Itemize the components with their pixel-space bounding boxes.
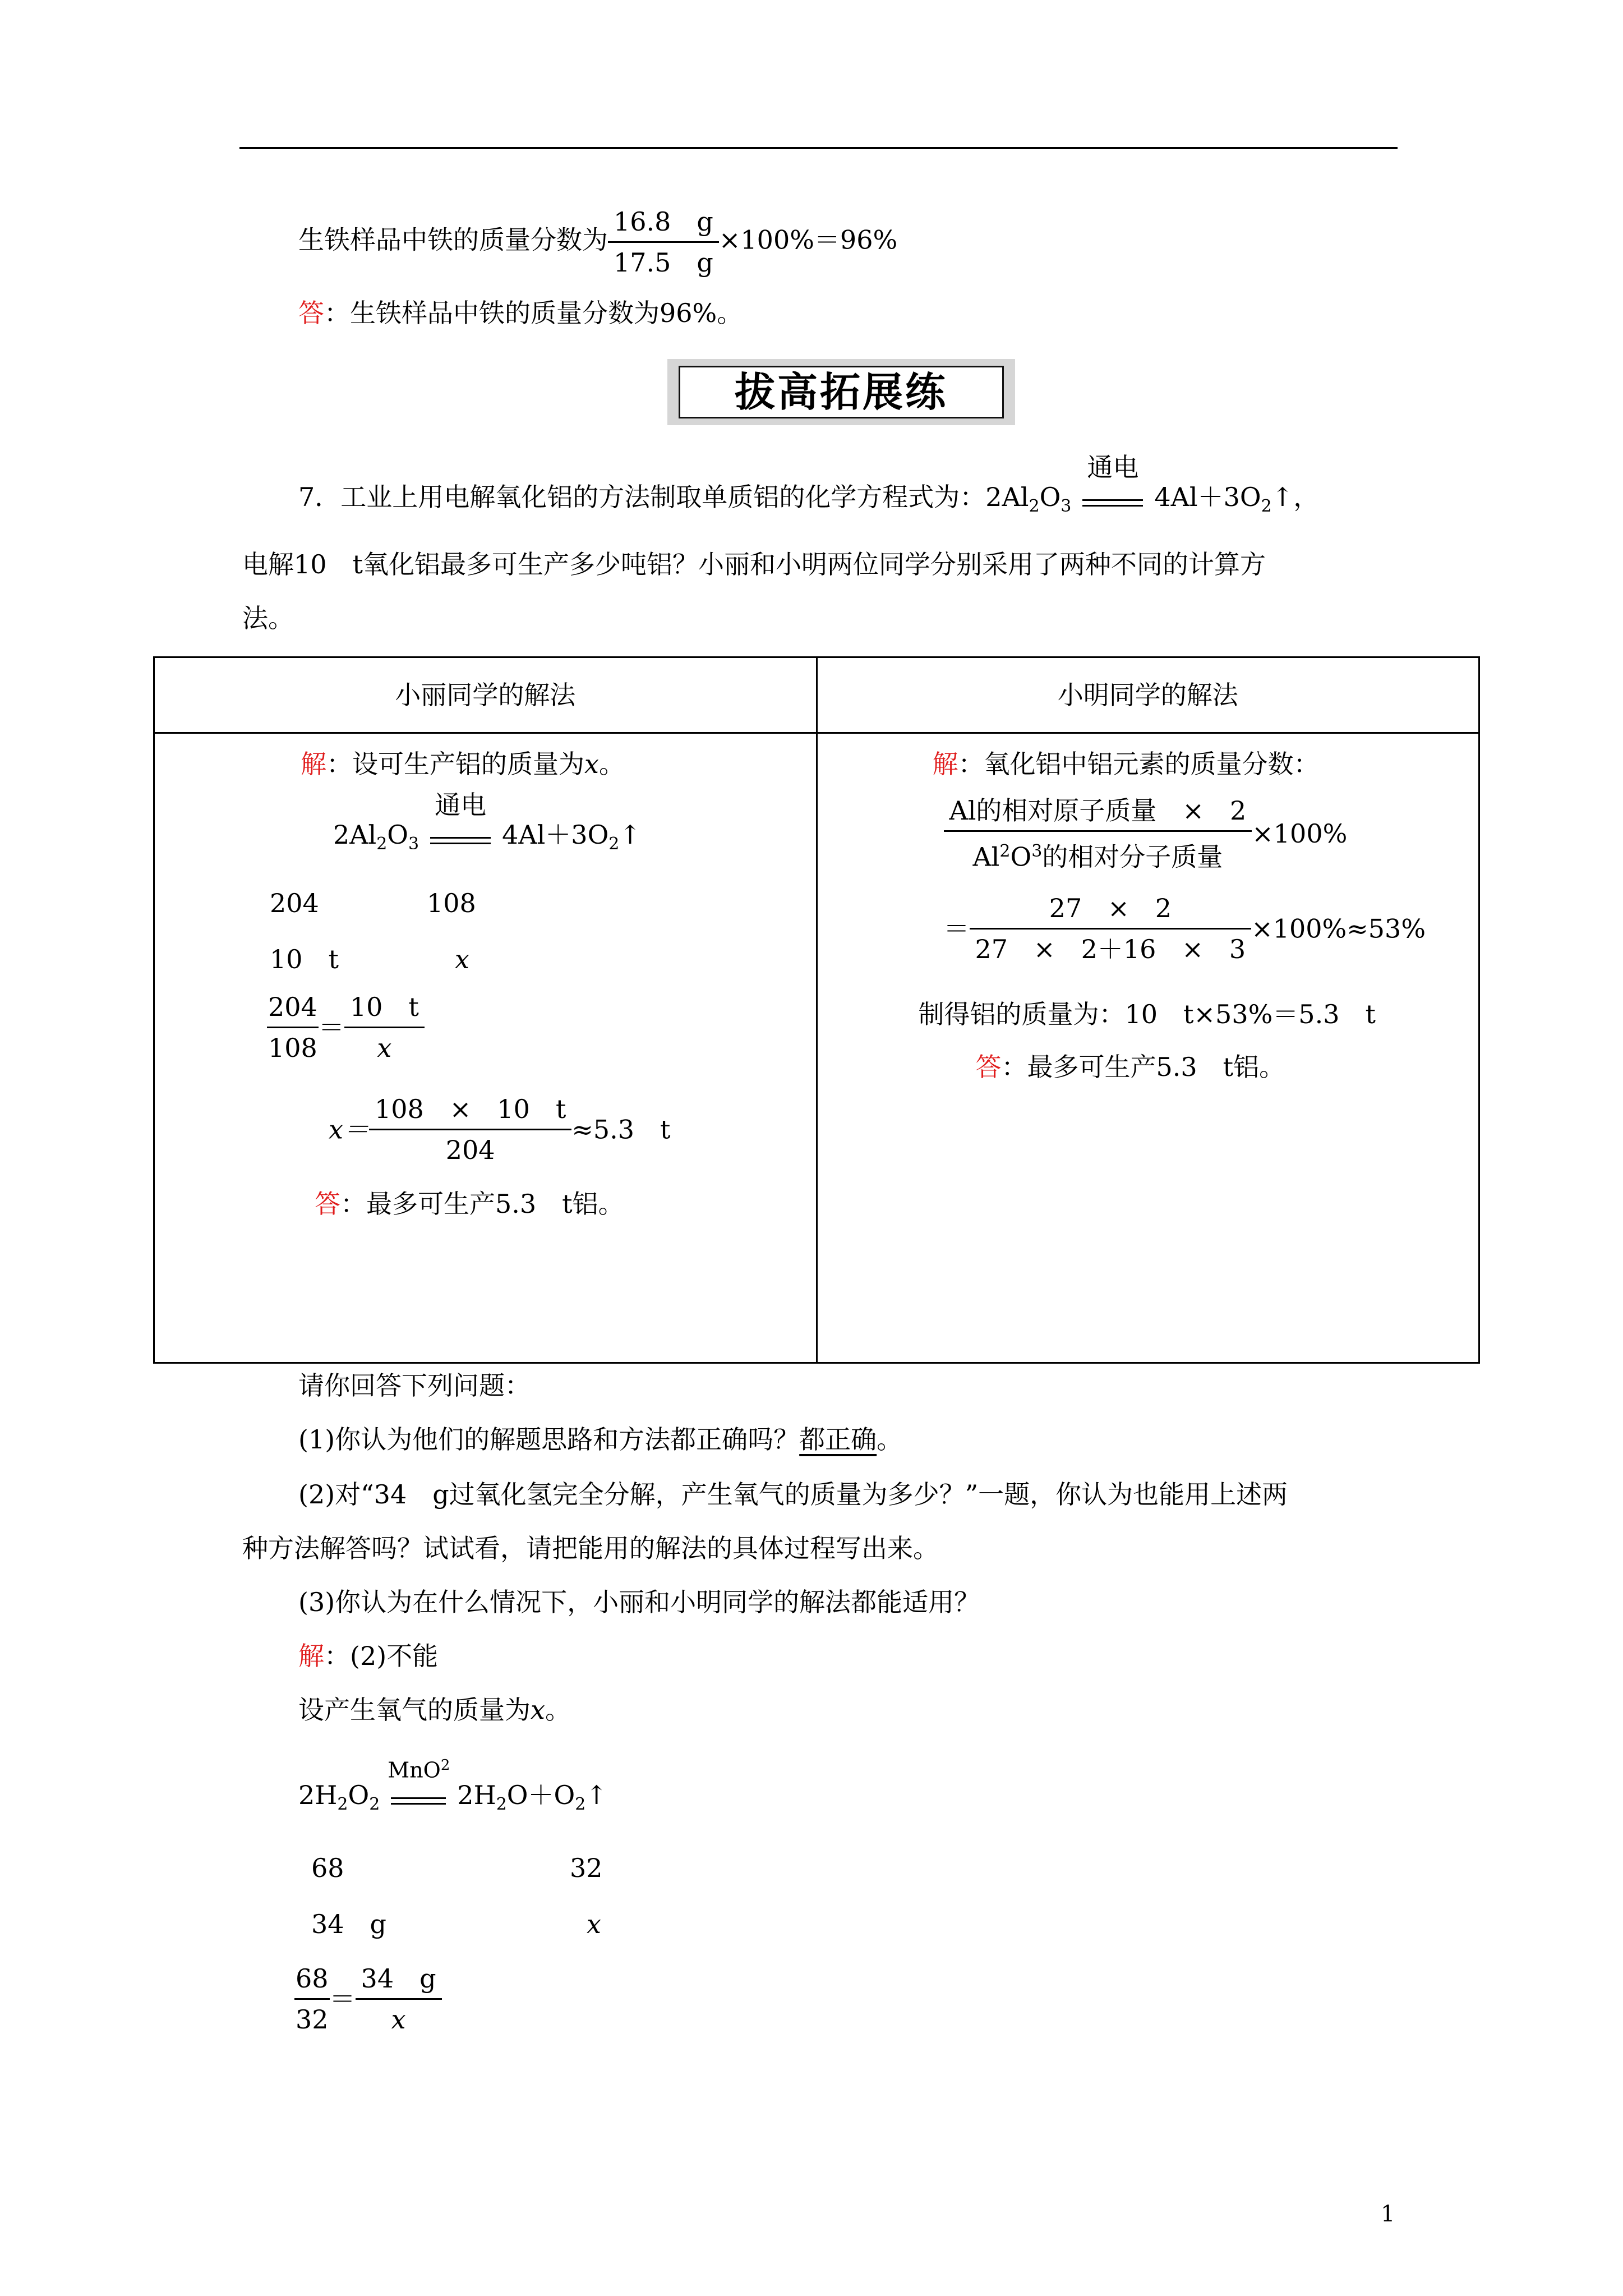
calc-prefix: x＝ — [329, 1114, 369, 1145]
calc-fraction — [369, 1093, 571, 1166]
ratio-den: x — [391, 2004, 406, 2035]
eq-sub: 2 — [608, 834, 620, 854]
jie-label: 解 — [301, 749, 326, 779]
numeric-tail: ×100%≈53% — [1251, 913, 1426, 944]
question-2-line1: (2)对“34 g过氧化氢完全分解，产生氧气的质量为多少？”一题，你认为也能用上述两 — [298, 1479, 1288, 1510]
eq-left: 2Al — [985, 482, 1029, 512]
iron-fraction-numerator: 16.8 g — [608, 205, 719, 243]
eq-sub: 2 — [496, 1795, 507, 1815]
eq-left: 2H — [298, 1780, 338, 1810]
right-fraction-1 — [944, 794, 1348, 873]
solution2-equation — [298, 1757, 607, 1821]
eq-arrow: ↑， — [1271, 482, 1320, 512]
equals-sign: ＝ — [943, 913, 970, 944]
problem-7-line3: 法。 — [242, 603, 294, 633]
den-part: O — [1010, 841, 1032, 872]
ratio-right — [356, 1962, 442, 2036]
formula-num: Al的相对原子质量 × 2 — [944, 794, 1252, 832]
problem-7-equation — [985, 452, 1320, 517]
unknown-mass: x — [455, 944, 469, 974]
eq-sub: 2 — [1261, 496, 1272, 517]
formula-den — [944, 832, 1252, 873]
eq-arrow: ↑ — [585, 1780, 607, 1810]
iron-fraction-result: ×100%＝96% — [718, 224, 898, 255]
ratio-num: 34 g — [356, 1962, 442, 2000]
question-3: (3)你认为在什么情况下，小丽和小明同学的解法都能适用？ — [298, 1587, 980, 1617]
solution2-header — [298, 1639, 438, 1673]
problem-7-line2: 电解10 t氧化铝最多可生产多少吨铝？小丽和小明两位同学分别采用了两种不同的计算方 — [242, 549, 1266, 579]
right-fraction-2 — [944, 892, 1426, 965]
answer-label: 答 — [315, 1189, 340, 1219]
condition-label — [388, 1751, 449, 1784]
reaction-condition — [427, 790, 494, 854]
right-solution-cell — [817, 733, 1479, 1363]
mass-fraction-formula — [944, 794, 1252, 873]
iron-fraction-label: 生铁样品中铁的质量分数为 — [298, 224, 608, 255]
answer-label: 答 — [298, 298, 324, 328]
problem-7-intro: 7．工业上用电解氧化铝的方法制取单质铝的化学方程式为： — [298, 482, 986, 512]
eq-right: O＋O — [506, 1780, 575, 1810]
den-sup: 2 — [999, 841, 1011, 861]
answer-label: 答 — [975, 1052, 1002, 1082]
problem-7-line1 — [298, 452, 1320, 523]
var-x: x — [584, 749, 599, 779]
eq-left: 2Al — [333, 820, 377, 850]
ratio-right — [344, 991, 425, 1064]
left-solution-cell — [154, 733, 817, 1363]
eq-right: 4Al＋3O — [502, 820, 609, 850]
numeric-fraction — [970, 892, 1252, 965]
jie-text: ：设可生产铝的质量为 — [326, 749, 584, 779]
page-number: 1 — [1381, 2201, 1395, 2227]
eq-sub: 2 — [369, 1795, 380, 1815]
question-1 — [298, 1423, 902, 1456]
molar-mass-o2: 32 — [570, 1853, 603, 1883]
ratio-left — [267, 991, 319, 1064]
eq-sub: 3 — [1061, 496, 1072, 517]
var-x: x — [531, 1695, 545, 1725]
ratio-num: 68 — [294, 1962, 330, 2000]
unknown-mass: x — [587, 1909, 601, 1939]
question-2-line2: 种方法解答吗？试试看，请把能用的解法的具体过程写出来。 — [242, 1533, 939, 1563]
iron-fraction-line — [298, 205, 897, 279]
left-ratio: $\frac{204}{108}$ ＝ $\frac{10 t}{x}$ — [267, 991, 425, 1064]
questions-intro: 请你回答下列问题： — [298, 1370, 531, 1401]
answer-text: ：最多可生产5.3 t铝。 — [340, 1189, 624, 1219]
molar-mass-h2o2: 68 — [311, 1853, 344, 1883]
iron-answer-line — [298, 296, 743, 330]
solution2-ratio: $\frac{68}{32}$ ＝ $\frac{34 g}{x}$ — [294, 1962, 442, 2036]
right-header: 小明同学的解法 — [817, 657, 1479, 733]
eq-sub: 2 — [575, 1795, 586, 1815]
reaction-condition — [1079, 452, 1146, 516]
den-sup: 3 — [1031, 841, 1043, 861]
eq-mid: O — [348, 1780, 370, 1810]
condition-label: 通电 — [1087, 452, 1139, 482]
left-answer — [315, 1187, 624, 1221]
molar-mass-al2o3: 204 — [270, 888, 319, 918]
eq-right: 2H — [457, 1780, 496, 1810]
numeric-den: 27 × 2＋16 × 3 — [975, 934, 1246, 964]
ratio-den: 32 — [296, 2004, 329, 2035]
jie-label: 解 — [298, 1641, 324, 1671]
left-calculation — [329, 1093, 671, 1166]
answer-text: ：生铁样品中铁的质量分数为96%。 — [324, 298, 743, 328]
period: 。 — [545, 1695, 571, 1725]
eq-sub: 2 — [1029, 496, 1040, 517]
jie-text: ：氧化铝中铝元素的质量分数： — [958, 749, 1320, 779]
ratio-num: 204 — [267, 991, 319, 1028]
question-1-end: 。 — [877, 1424, 903, 1455]
eq-mid: O — [1039, 482, 1061, 512]
jie-label: 解 — [932, 749, 958, 779]
left-header: 小丽同学的解法 — [154, 657, 817, 733]
solution2-setup — [298, 1693, 571, 1727]
iron-fraction-denominator: 17.5 g — [614, 247, 713, 278]
ratio-den: 108 — [268, 1033, 317, 1063]
calc-result: ≈5.3 t — [571, 1114, 671, 1145]
question-1-answer: 都正确 — [799, 1424, 877, 1455]
eq-sub: 3 — [408, 834, 419, 854]
eq-sub: 2 — [376, 834, 388, 854]
ratio-num: 10 t — [344, 991, 425, 1028]
catalyst: MnO — [388, 1757, 441, 1783]
ratio-left — [294, 1962, 330, 2036]
den-part: Al — [972, 841, 1000, 872]
answer-text: ：最多可生产5.3 t铝。 — [1001, 1052, 1285, 1082]
eq-sub: 2 — [337, 1795, 348, 1815]
aluminum-mass-line: 制得铝的质量为：10 t×53%＝5.3 t — [918, 999, 1376, 1029]
catalyst-sup: 2 — [440, 1757, 450, 1774]
header-rule — [239, 147, 1398, 149]
reaction-condition — [388, 1757, 450, 1814]
iron-fraction — [608, 205, 719, 279]
question-1-text: (1)你认为他们的解题思路和方法都正确吗？ — [298, 1424, 800, 1455]
right-answer — [976, 1050, 1285, 1084]
eq-mid: O — [387, 820, 409, 850]
calc-den: 204 — [445, 1135, 495, 1165]
eq-right: 4Al＋3O — [1154, 482, 1261, 512]
formula-tail: ×100% — [1252, 818, 1348, 849]
left-setup — [301, 747, 625, 781]
left-equation — [333, 790, 641, 861]
right-setup — [933, 747, 1320, 781]
set-text: 设产生氧气的质量为 — [298, 1695, 531, 1725]
den-part: 的相对分子质量 — [1042, 841, 1223, 872]
jie-text: ：(2)不能 — [324, 1641, 439, 1671]
solution-table — [153, 656, 1480, 1364]
numeric-num: 27 × 2 — [970, 892, 1252, 930]
given-mass: 34 g — [311, 1909, 386, 1939]
condition-label: 通电 — [435, 790, 487, 820]
eq-arrow: ↑ — [619, 820, 641, 850]
calc-num: 108 × 10 t — [369, 1093, 571, 1130]
section-banner-title: 拔高拓展练 — [679, 366, 1004, 418]
molar-mass-al: 108 — [427, 888, 476, 918]
ratio-den: x — [377, 1033, 392, 1063]
period: 。 — [598, 749, 625, 779]
given-mass: 10 t — [270, 944, 339, 974]
